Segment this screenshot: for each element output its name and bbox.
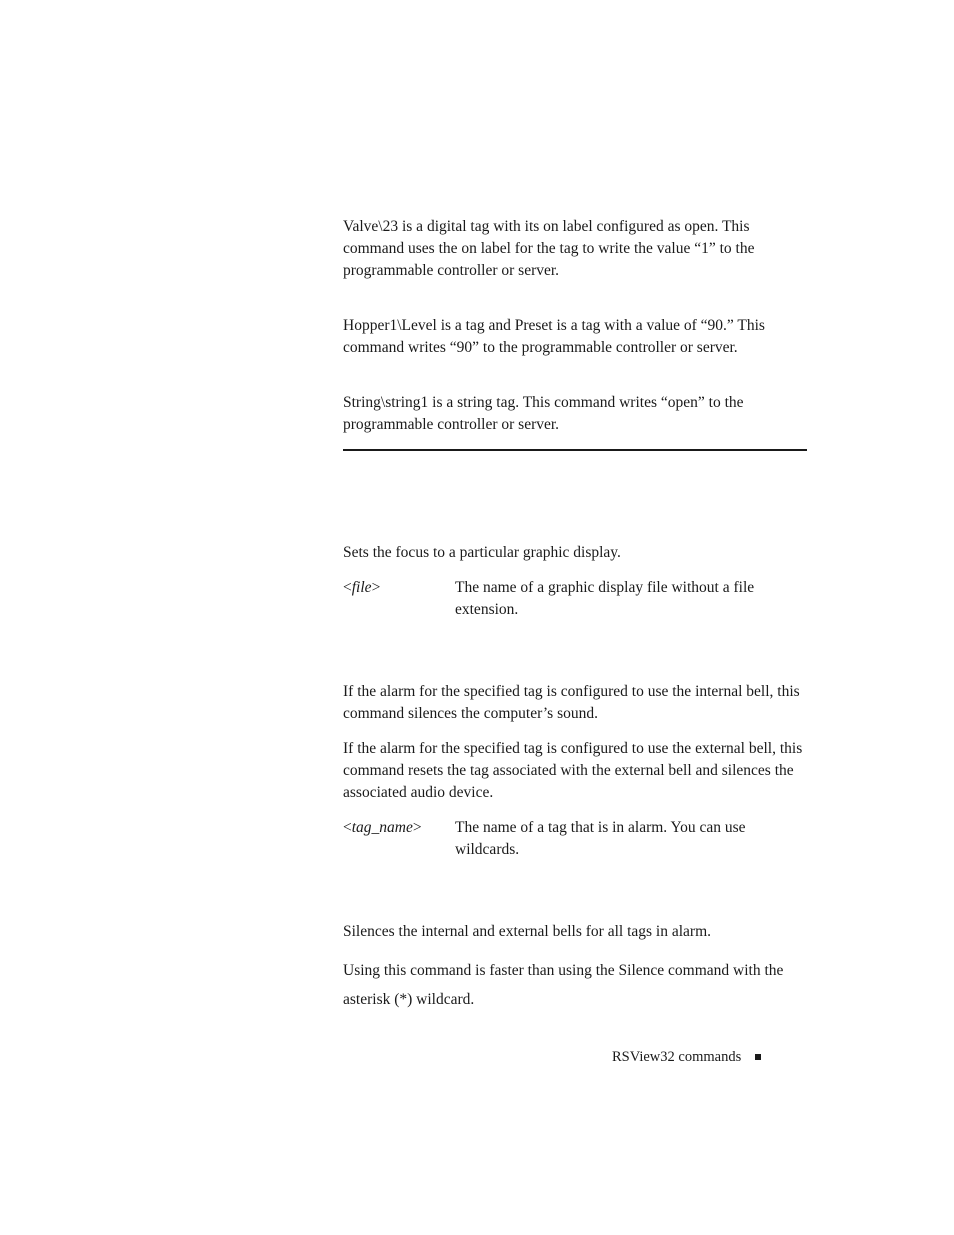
silenceall-paragraph-2: Using this command is faster than using the Silence command with the asterisk (*) wildcard.	[343, 962, 784, 1008]
silence-paragraph-1: If the alarm for the specified tag is configured to use the internal bell, this command silences the computer’s sound.	[343, 683, 800, 722]
silenceall-paragraph-1: Silences the internal and external bells for all tags in alarm.	[343, 923, 711, 940]
example-valve-text: Valve\23 is a digital tag with its on label configured as open. This command uses the on label for the tag to write the value “1” to the programmable controller or server.	[343, 218, 755, 279]
silence-paragraph-2: If the alarm for the specified tag is configured to use the external bell, this command resets the tag associated with the external bell and silences the associated audio device.	[343, 740, 803, 801]
page-footer-title: RSView32 commands	[612, 1049, 742, 1065]
example-hopper-text: Hopper1\Level is a tag and Preset is a tag with a value of “90.” This command writes “90” to the programmable controller or server.	[343, 317, 765, 356]
section-divider	[343, 449, 807, 451]
setfocus-description: Sets the focus to a particular graphic display.	[343, 544, 621, 561]
footer-square-icon	[755, 1054, 761, 1060]
example-string-text: String\string1 is a string tag. This command writes “open” to the programmable controller or server.	[343, 394, 744, 433]
setfocus-param-name: <file>	[343, 579, 381, 596]
silence-param-name: <tag_name>	[343, 819, 422, 836]
setfocus-param-description: The name of a graphic display file without a file extension.	[455, 579, 755, 618]
silence-param-description: The name of a tag that is in alarm. You can use wildcards.	[455, 819, 746, 858]
